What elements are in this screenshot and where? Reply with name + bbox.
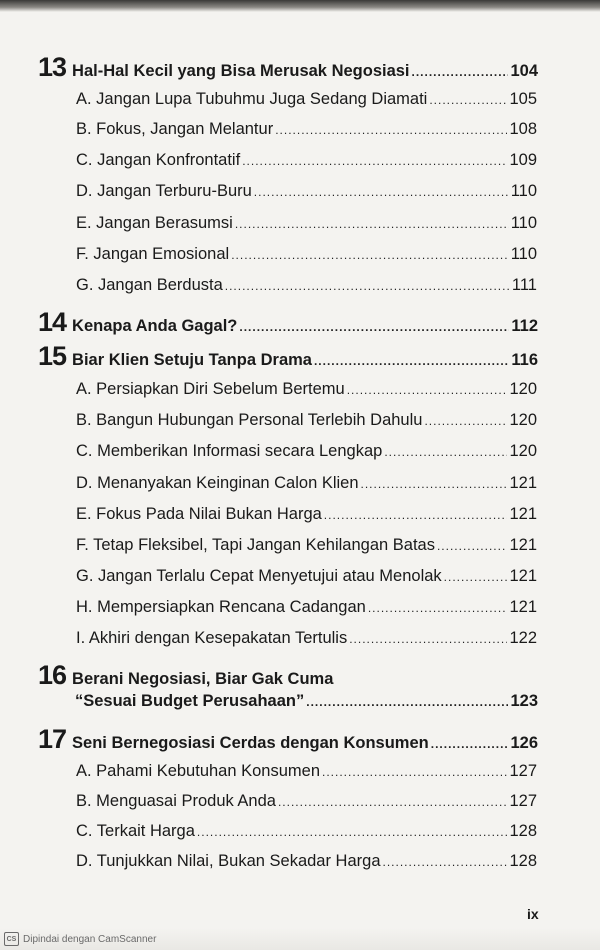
toc-entry[interactable] xyxy=(76,90,537,109)
dot-leader xyxy=(314,354,509,368)
dot-leader xyxy=(347,383,508,397)
entry-title: B. Fokus, Jangan Melantur xyxy=(76,120,274,138)
chapter-title: Berani Negosiasi, Biar Gak Cuma xyxy=(72,670,334,688)
dot-leader xyxy=(225,279,510,293)
entry-title: A. Pahami Kebutuhan Konsumen xyxy=(76,762,320,780)
page-number: 127 xyxy=(509,762,537,780)
page-number: 121 xyxy=(509,598,537,616)
entry-title: F. Tetap Fleksibel, Tapi Jangan Kehilangan Batas xyxy=(76,536,435,554)
toc-chapter-15[interactable] xyxy=(38,341,538,372)
entry-title: H. Mempersiapkan Rencana Cadangan xyxy=(76,598,366,616)
toc-entry[interactable] xyxy=(76,505,537,524)
dot-leader xyxy=(444,570,508,584)
dot-leader xyxy=(231,248,509,262)
page-number: 126 xyxy=(510,734,538,752)
dot-leader xyxy=(361,477,508,491)
camscanner-logo-icon: CS xyxy=(4,932,19,946)
entry-title: G. Jangan Terlalu Cepat Menyetujui atau Menolak xyxy=(76,567,442,585)
entry-title: I. Akhiri dengan Kesepakatan Tertulis xyxy=(76,629,348,647)
chapter-title: Seni Bernegosiasi Cerdas dengan Konsumen xyxy=(72,734,429,752)
toc-chapter-13[interactable] xyxy=(38,52,538,83)
chapter-number: 13 xyxy=(38,52,67,82)
toc-entry[interactable] xyxy=(76,852,537,871)
toc-entry[interactable] xyxy=(76,276,537,295)
entry-title: D. Menanyakan Keinginan Calon Klien xyxy=(76,474,359,492)
dot-leader xyxy=(324,508,508,522)
chapter-title: Kenapa Anda Gagal? xyxy=(72,317,238,335)
page-number: 108 xyxy=(509,120,537,138)
entry-title: C. Memberikan Informasi secara Lengkap xyxy=(76,442,383,460)
entry-title: A. Jangan Lupa Tubuhmu Juga Sedang Diamati xyxy=(76,90,428,108)
page-number: 128 xyxy=(509,822,537,840)
dot-leader xyxy=(431,737,509,751)
page-number: 112 xyxy=(511,317,538,335)
toc-entry[interactable] xyxy=(76,214,537,233)
toc-entry[interactable] xyxy=(76,567,537,586)
toc-chapter-16[interactable] xyxy=(38,660,538,691)
page-number: 122 xyxy=(509,629,537,647)
page-number: 116 xyxy=(511,351,538,369)
chapter-title-continued: “Sesuai Budget Perusahaan” xyxy=(75,692,305,710)
dot-leader xyxy=(278,795,508,809)
page-number: 128 xyxy=(509,852,537,870)
entry-title: F. Jangan Emosional xyxy=(76,245,230,263)
entry-title: C. Jangan Konfrontatif xyxy=(76,151,241,169)
toc-entry[interactable] xyxy=(76,474,537,493)
entry-title: G. Jangan Berdusta xyxy=(76,276,223,294)
toc-entry[interactable] xyxy=(76,151,537,170)
chapter-number: 14 xyxy=(38,307,67,337)
page-folio: ix xyxy=(527,906,539,922)
page-number: 123 xyxy=(510,692,538,710)
page-number: 120 xyxy=(509,442,537,460)
page-number: 120 xyxy=(509,411,537,429)
toc-entry[interactable] xyxy=(76,245,537,264)
dot-leader xyxy=(368,601,508,615)
toc-entry[interactable] xyxy=(76,822,537,841)
toc-chapter-17[interactable] xyxy=(38,724,538,755)
page-number: 121 xyxy=(509,567,537,585)
page-number: 111 xyxy=(511,276,537,294)
entry-title: E. Jangan Berasumsi xyxy=(76,214,233,232)
toc-entry[interactable] xyxy=(76,792,537,811)
entry-title: E. Fokus Pada Nilai Bukan Harga xyxy=(76,505,322,523)
toc-entry[interactable] xyxy=(76,536,537,555)
page-number: 121 xyxy=(509,474,537,492)
dot-leader xyxy=(429,93,507,107)
dot-leader xyxy=(197,825,508,839)
page-number: 110 xyxy=(510,245,537,263)
page-number: 110 xyxy=(510,182,537,200)
page-number: 110 xyxy=(510,214,537,232)
entry-title: B. Menguasai Produk Anda xyxy=(76,792,276,810)
toc-chapter-14[interactable] xyxy=(38,307,538,338)
dot-leader xyxy=(437,539,508,553)
page-number: 109 xyxy=(509,151,537,169)
chapter-number: 17 xyxy=(38,724,67,754)
page-number: 121 xyxy=(509,536,537,554)
page-number: 105 xyxy=(509,90,537,108)
dot-leader xyxy=(424,414,507,428)
dot-leader xyxy=(349,632,507,646)
entry-title: D. Jangan Terburu-Buru xyxy=(76,182,252,200)
dot-leader xyxy=(239,320,509,334)
dot-leader xyxy=(322,765,507,779)
toc-entry[interactable] xyxy=(76,411,537,430)
page-number: 121 xyxy=(509,505,537,523)
scanner-watermark-text: Dipindai dengan CamScanner xyxy=(23,933,157,945)
chapter-number: 15 xyxy=(38,341,67,371)
entry-title: B. Bangun Hubungan Personal Terlebih Dahulu xyxy=(76,411,423,429)
toc-entry[interactable] xyxy=(76,380,537,399)
scanner-footer xyxy=(0,928,600,950)
dot-leader xyxy=(384,445,507,459)
toc-entry[interactable] xyxy=(76,762,537,781)
dot-leader xyxy=(306,695,508,709)
chapter-number: 16 xyxy=(38,660,67,690)
dot-leader xyxy=(242,154,507,168)
page-number: 120 xyxy=(509,380,537,398)
dot-leader xyxy=(383,855,508,869)
page-number: 104 xyxy=(510,62,538,80)
entry-title: A. Persiapkan Diri Sebelum Bertemu xyxy=(76,380,345,398)
entry-title: D. Tunjukkan Nilai, Bukan Sekadar Harga xyxy=(76,852,381,870)
dot-leader xyxy=(275,123,507,137)
chapter-title: Hal-Hal Kecil yang Bisa Merusak Negosiasi xyxy=(72,62,410,80)
toc-entry[interactable] xyxy=(76,120,537,139)
toc-entry[interactable] xyxy=(76,182,537,201)
toc-entry[interactable] xyxy=(76,598,537,617)
toc-entry[interactable] xyxy=(76,629,537,648)
toc-chapter-16-line2[interactable] xyxy=(75,692,538,711)
dot-leader xyxy=(254,185,509,199)
dot-leader xyxy=(235,217,509,231)
dot-leader xyxy=(412,65,509,79)
chapter-title: Biar Klien Setuju Tanpa Drama xyxy=(72,351,312,369)
toc-entry[interactable] xyxy=(76,442,537,461)
entry-title: C. Terkait Harga xyxy=(76,822,195,840)
page-number: 127 xyxy=(509,792,537,810)
